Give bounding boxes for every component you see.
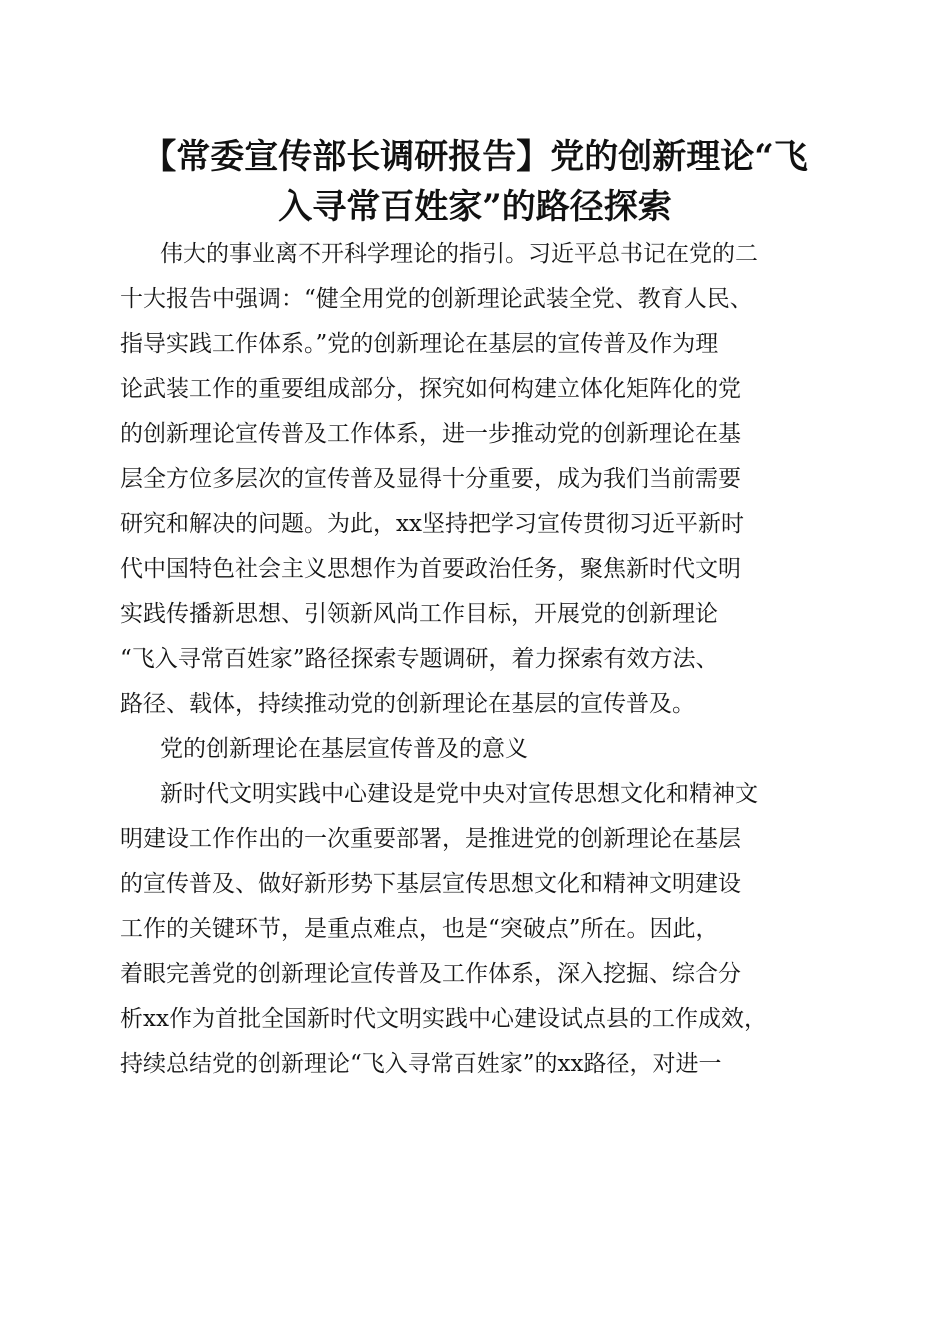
paragraph-line: 十大报告中强调：“健全用党的创新理论武装全党、教育人民、 <box>120 286 753 312</box>
paragraph-line: 工作的关键环节，是重点难点，也是“突破点”所在。因此， <box>120 916 719 942</box>
paragraph-line: 研究和解决的问题。为此，xx坚持把学习宣传贯彻习近平新时 <box>120 511 744 537</box>
title-line: 入寻常百姓家”的路径探索 <box>278 187 672 227</box>
paragraph-line: 明建设工作作出的一次重要部署，是推进党的创新理论在基层 <box>120 826 741 852</box>
paragraph-line: 层全方位多层次的宣传普及显得十分重要，成为我们当前需要 <box>120 466 741 492</box>
paragraph-line: 伟大的事业离不开科学理论的指引。习近平总书记在党的二 <box>160 241 758 267</box>
paragraph-line: 的创新理论宣传普及工作体系，进一步推动党的创新理论在基 <box>120 421 741 447</box>
paragraph-line: 析xx作为首批全国新时代文明实践中心建设试点县的工作成效， <box>120 1006 767 1032</box>
paragraph-line: 的宣传普及、做好新形势下基层宣传思想文化和精神文明建设 <box>120 871 741 897</box>
paragraph-line: “飞入寻常百姓家”路径探索专题调研，着力探索有效方法、 <box>120 646 719 672</box>
paragraph-line: 着眼完善党的创新理论宣传普及工作体系，深入挖掘、综合分 <box>120 961 741 987</box>
paragraph-line: 代中国特色社会主义思想作为首要政治任务，聚焦新时代文明 <box>120 556 741 582</box>
paragraph-line: 指导实践工作体系。”党的创新理论在基层的宣传普及作为理 <box>120 331 719 357</box>
document-body <box>120 232 840 1087</box>
paragraph-line: 持续总结党的创新理论“飞入寻常百姓家”的xx路径，对进一 <box>120 1051 722 1077</box>
paragraph-line: 路径、载体，持续推动党的创新理论在基层的宣传普及。 <box>120 691 695 717</box>
paragraph-line: 新时代文明实践中心建设是党中央对宣传思想文化和精神文 <box>160 781 758 807</box>
title-line: 【常委宣传部长调研报告】党的创新理论“飞 <box>142 137 808 177</box>
document-title <box>110 132 840 232</box>
paragraph-line: 论武装工作的重要组成部分，探究如何构建立体化矩阵化的党 <box>120 376 741 402</box>
paragraph-line: 实践传播新思想、引领新风尚工作目标，开展党的创新理论 <box>120 601 718 627</box>
section-heading: 党的创新理论在基层宣传普及的意义 <box>160 736 528 762</box>
